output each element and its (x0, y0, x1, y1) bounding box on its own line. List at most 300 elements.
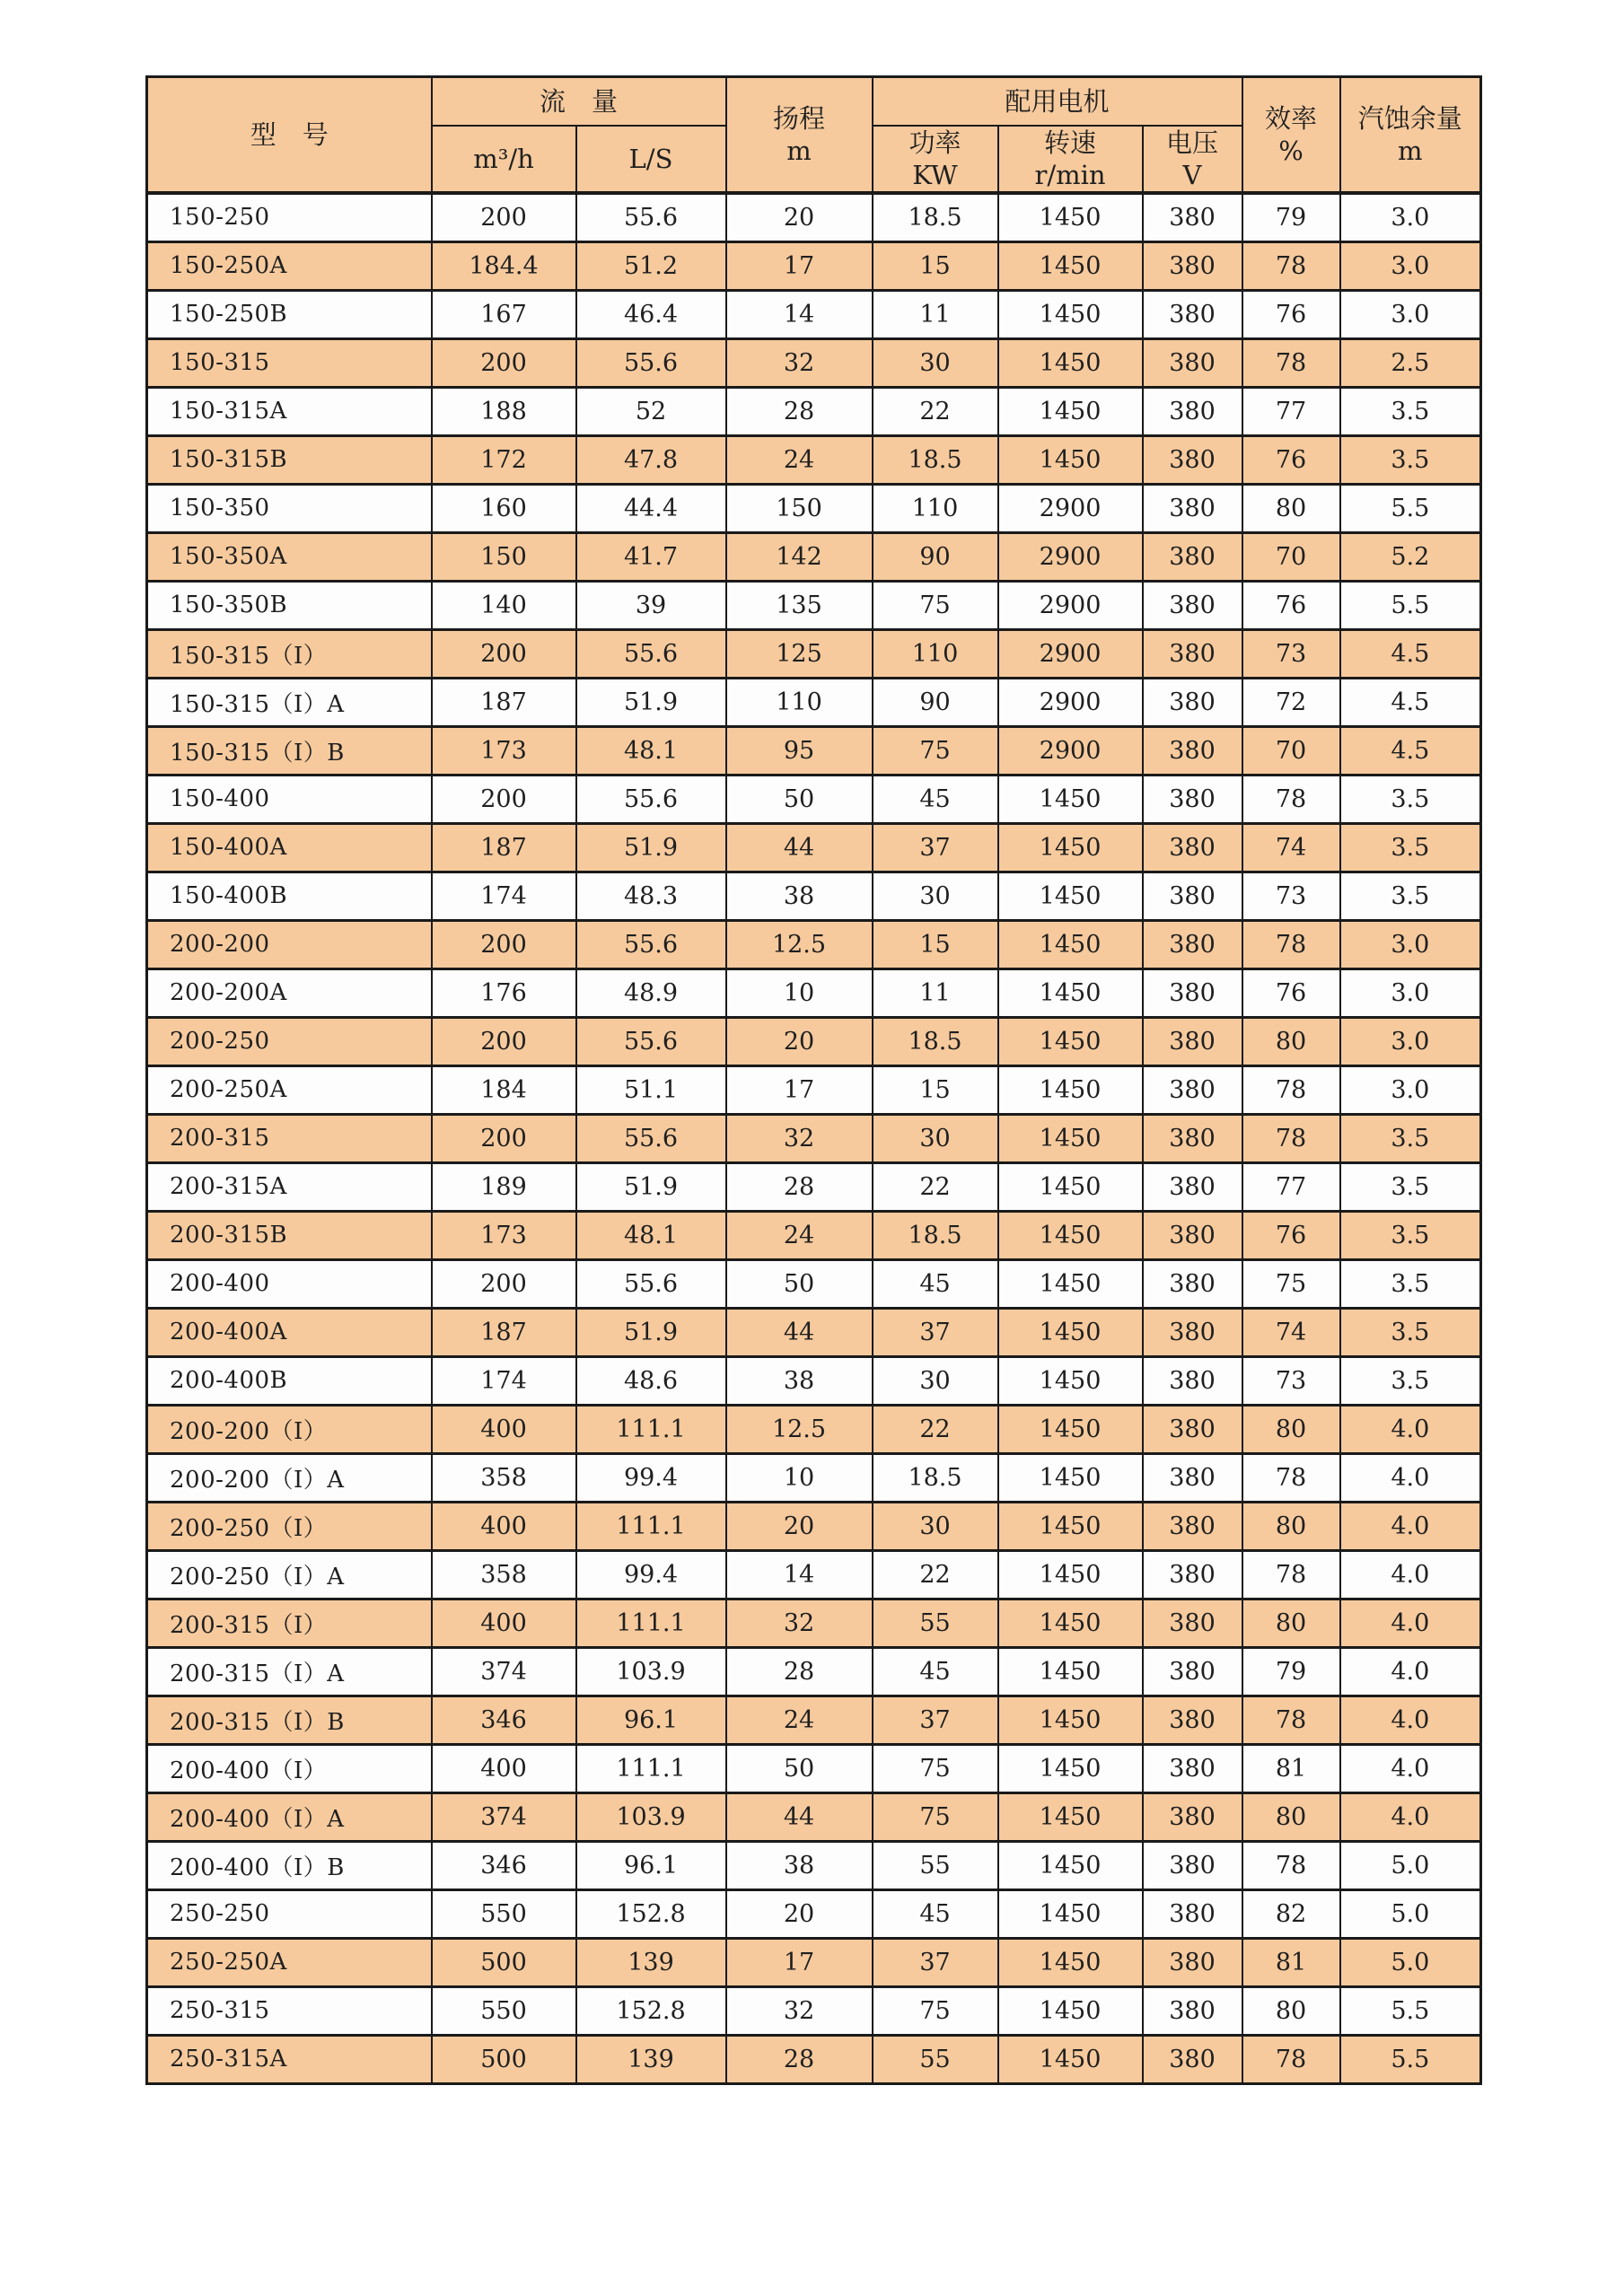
cell-m3h: 374 (432, 1792, 576, 1841)
header-efficiency-label: 效率 (1265, 102, 1318, 134)
cell-head: 32 (726, 1114, 873, 1162)
cell-model: 150-250 (147, 193, 432, 241)
cell-eff: 76 (1242, 290, 1340, 338)
cell-ls: 96.1 (576, 1696, 726, 1744)
cell-power: 22 (873, 1550, 998, 1599)
cell-voltage: 380 (1143, 241, 1242, 290)
cell-eff: 80 (1242, 1405, 1340, 1453)
cell-npsh: 3.5 (1340, 387, 1481, 435)
cell-head: 44 (726, 1308, 873, 1356)
cell-m3h: 346 (432, 1841, 576, 1889)
cell-eff: 78 (1242, 920, 1340, 968)
cell-head: 38 (726, 1356, 873, 1405)
table-row (147, 1792, 1481, 1841)
cell-eff: 72 (1242, 678, 1340, 726)
cell-m3h: 374 (432, 1647, 576, 1696)
cell-npsh: 5.0 (1340, 1841, 1481, 1889)
cell-speed: 1450 (998, 1405, 1143, 1453)
cell-voltage: 380 (1143, 920, 1242, 968)
table-row (147, 968, 1481, 1017)
cell-voltage: 380 (1143, 1453, 1242, 1502)
cell-eff: 77 (1242, 387, 1340, 435)
cell-m3h: 187 (432, 1308, 576, 1356)
cell-ls: 51.1 (576, 1065, 726, 1114)
cell-npsh: 5.0 (1340, 1889, 1481, 1938)
header-head-label: 扬程 (773, 102, 826, 134)
cell-ls: 46.4 (576, 290, 726, 338)
cell-model: 200-400（I）A (147, 1792, 432, 1841)
header-npsh (1340, 77, 1481, 194)
cell-ls: 103.9 (576, 1647, 726, 1696)
cell-ls: 51.9 (576, 823, 726, 872)
cell-power: 18.5 (873, 435, 998, 484)
cell-speed: 1450 (998, 1065, 1143, 1114)
cell-model: 150-400 (147, 775, 432, 823)
cell-npsh: 3.5 (1340, 1211, 1481, 1259)
cell-head: 20 (726, 1017, 873, 1065)
cell-ls: 48.1 (576, 1211, 726, 1259)
table-row (147, 1841, 1481, 1889)
cell-speed: 1450 (998, 1647, 1143, 1696)
cell-power: 15 (873, 241, 998, 290)
cell-voltage: 380 (1143, 1162, 1242, 1211)
cell-npsh: 2.5 (1340, 338, 1481, 387)
cell-power: 37 (873, 1938, 998, 1986)
cell-npsh: 4.5 (1340, 726, 1481, 775)
table-row (147, 1550, 1481, 1599)
cell-head: 44 (726, 1792, 873, 1841)
table-row (147, 1356, 1481, 1405)
cell-head: 12.5 (726, 920, 873, 968)
cell-power: 75 (873, 1744, 998, 1792)
cell-speed: 1450 (998, 1792, 1143, 1841)
cell-speed: 2900 (998, 678, 1143, 726)
cell-power: 75 (873, 726, 998, 775)
cell-speed: 1450 (998, 1259, 1143, 1308)
cell-speed: 1450 (998, 1986, 1143, 2035)
cell-power: 15 (873, 920, 998, 968)
cell-m3h: 358 (432, 1550, 576, 1599)
cell-voltage: 380 (1143, 581, 1242, 629)
cell-head: 110 (726, 678, 873, 726)
table-row (147, 1114, 1481, 1162)
cell-power: 30 (873, 1114, 998, 1162)
table-row (147, 193, 1481, 241)
cell-power: 22 (873, 387, 998, 435)
cell-eff: 81 (1242, 1938, 1340, 1986)
cell-npsh: 3.0 (1340, 290, 1481, 338)
cell-voltage: 380 (1143, 1647, 1242, 1696)
table-row (147, 581, 1481, 629)
header-flow-group: 流 量 (432, 77, 726, 126)
cell-power: 30 (873, 1502, 998, 1550)
cell-model: 150-400B (147, 872, 432, 920)
header-power (873, 126, 998, 194)
cell-voltage: 380 (1143, 387, 1242, 435)
cell-voltage: 380 (1143, 1744, 1242, 1792)
cell-power: 37 (873, 823, 998, 872)
cell-speed: 1450 (998, 1502, 1143, 1550)
cell-voltage: 380 (1143, 968, 1242, 1017)
cell-head: 28 (726, 2035, 873, 2083)
cell-power: 90 (873, 678, 998, 726)
cell-power: 110 (873, 629, 998, 678)
header-speed-unit: r/min (1034, 159, 1106, 190)
cell-m3h: 200 (432, 775, 576, 823)
cell-voltage: 380 (1143, 290, 1242, 338)
cell-speed: 1450 (998, 1114, 1143, 1162)
cell-m3h: 200 (432, 1017, 576, 1065)
table-row (147, 1453, 1481, 1502)
cell-voltage: 380 (1143, 338, 1242, 387)
cell-power: 55 (873, 1841, 998, 1889)
cell-voltage: 380 (1143, 1308, 1242, 1356)
table-row (147, 1259, 1481, 1308)
cell-power: 15 (873, 1065, 998, 1114)
cell-ls: 39 (576, 581, 726, 629)
cell-npsh: 3.0 (1340, 1065, 1481, 1114)
cell-power: 37 (873, 1696, 998, 1744)
cell-ls: 51.9 (576, 678, 726, 726)
cell-speed: 1450 (998, 775, 1143, 823)
cell-eff: 78 (1242, 1065, 1340, 1114)
cell-voltage: 380 (1143, 1405, 1242, 1453)
cell-eff: 78 (1242, 2035, 1340, 2083)
cell-head: 32 (726, 1599, 873, 1647)
table-row (147, 1744, 1481, 1792)
cell-m3h: 140 (432, 581, 576, 629)
cell-eff: 78 (1242, 775, 1340, 823)
table-row (147, 387, 1481, 435)
cell-m3h: 400 (432, 1744, 576, 1792)
cell-speed: 1450 (998, 1599, 1143, 1647)
cell-ls: 111.1 (576, 1502, 726, 1550)
cell-npsh: 5.2 (1340, 532, 1481, 581)
cell-speed: 1450 (998, 1308, 1143, 1356)
cell-head: 20 (726, 1889, 873, 1938)
table-row (147, 532, 1481, 581)
cell-ls: 111.1 (576, 1599, 726, 1647)
cell-eff: 75 (1242, 1259, 1340, 1308)
cell-voltage: 380 (1143, 1889, 1242, 1938)
cell-model: 200-315A (147, 1162, 432, 1211)
cell-head: 20 (726, 1502, 873, 1550)
table-row (147, 290, 1481, 338)
cell-power: 45 (873, 1259, 998, 1308)
cell-model: 250-315 (147, 1986, 432, 2035)
cell-voltage: 380 (1143, 1356, 1242, 1405)
cell-head: 10 (726, 1453, 873, 1502)
cell-power: 45 (873, 1647, 998, 1696)
cell-power: 110 (873, 484, 998, 532)
header-power-label: 功率 (909, 127, 961, 158)
cell-eff: 76 (1242, 968, 1340, 1017)
cell-power: 22 (873, 1162, 998, 1211)
cell-ls: 55.6 (576, 1114, 726, 1162)
cell-npsh: 4.0 (1340, 1792, 1481, 1841)
cell-model: 150-315（I）B (147, 726, 432, 775)
cell-voltage: 380 (1143, 1841, 1242, 1889)
cell-model: 150-350 (147, 484, 432, 532)
table-row (147, 1986, 1481, 2035)
cell-model: 150-315B (147, 435, 432, 484)
cell-head: 95 (726, 726, 873, 775)
cell-head: 17 (726, 1938, 873, 1986)
cell-eff: 76 (1242, 1211, 1340, 1259)
cell-model: 200-315（I）B (147, 1696, 432, 1744)
cell-head: 10 (726, 968, 873, 1017)
cell-eff: 78 (1242, 1841, 1340, 1889)
cell-npsh: 4.0 (1340, 1599, 1481, 1647)
cell-head: 125 (726, 629, 873, 678)
cell-model: 200-250（I）A (147, 1550, 432, 1599)
cell-voltage: 380 (1143, 1114, 1242, 1162)
cell-eff: 76 (1242, 435, 1340, 484)
table-row (147, 823, 1481, 872)
cell-voltage: 380 (1143, 872, 1242, 920)
cell-model: 200-315（I） (147, 1599, 432, 1647)
cell-m3h: 150 (432, 532, 576, 581)
cell-npsh: 5.5 (1340, 484, 1481, 532)
cell-speed: 2900 (998, 484, 1143, 532)
header-efficiency-unit: % (1278, 136, 1304, 166)
cell-ls: 51.9 (576, 1308, 726, 1356)
cell-npsh: 5.5 (1340, 1986, 1481, 2035)
cell-speed: 2900 (998, 581, 1143, 629)
header-flow-ls: L/S (576, 126, 726, 194)
cell-ls: 99.4 (576, 1453, 726, 1502)
cell-model: 150-250A (147, 241, 432, 290)
cell-eff: 74 (1242, 1308, 1340, 1356)
table-row (147, 241, 1481, 290)
cell-model: 150-400A (147, 823, 432, 872)
cell-model: 250-250A (147, 1938, 432, 1986)
cell-ls: 111.1 (576, 1744, 726, 1792)
cell-head: 32 (726, 338, 873, 387)
cell-npsh: 3.0 (1340, 241, 1481, 290)
cell-eff: 78 (1242, 241, 1340, 290)
cell-eff: 77 (1242, 1162, 1340, 1211)
cell-ls: 139 (576, 2035, 726, 2083)
table-row (147, 872, 1481, 920)
cell-eff: 78 (1242, 1453, 1340, 1502)
cell-power: 18.5 (873, 1017, 998, 1065)
cell-eff: 74 (1242, 823, 1340, 872)
cell-speed: 1450 (998, 193, 1143, 241)
cell-speed: 1450 (998, 1938, 1143, 1986)
cell-m3h: 187 (432, 823, 576, 872)
cell-head: 32 (726, 1986, 873, 2035)
cell-m3h: 358 (432, 1453, 576, 1502)
cell-eff: 80 (1242, 1792, 1340, 1841)
cell-speed: 1450 (998, 290, 1143, 338)
cell-npsh: 4.0 (1340, 1502, 1481, 1550)
cell-speed: 1450 (998, 1017, 1143, 1065)
cell-power: 45 (873, 1889, 998, 1938)
header-motor-group: 配用电机 (873, 77, 1242, 126)
cell-model: 150-350B (147, 581, 432, 629)
cell-ls: 55.6 (576, 338, 726, 387)
cell-m3h: 400 (432, 1502, 576, 1550)
cell-model: 200-200 (147, 920, 432, 968)
cell-npsh: 4.0 (1340, 1744, 1481, 1792)
table-row (147, 775, 1481, 823)
cell-speed: 1450 (998, 1453, 1143, 1502)
table-row (147, 2035, 1481, 2083)
cell-npsh: 3.5 (1340, 775, 1481, 823)
cell-m3h: 200 (432, 338, 576, 387)
cell-m3h: 200 (432, 629, 576, 678)
cell-voltage: 380 (1143, 1017, 1242, 1065)
cell-power: 22 (873, 1405, 998, 1453)
cell-power: 18.5 (873, 1453, 998, 1502)
cell-speed: 2900 (998, 629, 1143, 678)
cell-power: 55 (873, 1599, 998, 1647)
pump-spec-table (145, 75, 1482, 2085)
cell-eff: 80 (1242, 1502, 1340, 1550)
cell-m3h: 550 (432, 1986, 576, 2035)
cell-model: 200-400B (147, 1356, 432, 1405)
cell-voltage: 380 (1143, 484, 1242, 532)
table-row (147, 726, 1481, 775)
table-row (147, 1065, 1481, 1114)
cell-head: 142 (726, 532, 873, 581)
cell-ls: 99.4 (576, 1550, 726, 1599)
cell-npsh: 5.5 (1340, 581, 1481, 629)
cell-speed: 1450 (998, 1696, 1143, 1744)
cell-head: 135 (726, 581, 873, 629)
table-row (147, 1889, 1481, 1938)
cell-eff: 70 (1242, 726, 1340, 775)
cell-power: 75 (873, 1986, 998, 2035)
cell-speed: 1450 (998, 435, 1143, 484)
header-npsh-unit: m (1398, 136, 1423, 166)
cell-eff: 78 (1242, 1696, 1340, 1744)
cell-m3h: 400 (432, 1405, 576, 1453)
cell-speed: 1450 (998, 1162, 1143, 1211)
cell-head: 38 (726, 1841, 873, 1889)
cell-m3h: 200 (432, 1259, 576, 1308)
cell-model: 200-400（I） (147, 1744, 432, 1792)
cell-m3h: 173 (432, 1211, 576, 1259)
cell-voltage: 380 (1143, 1211, 1242, 1259)
cell-voltage: 380 (1143, 2035, 1242, 2083)
cell-npsh: 4.0 (1340, 1453, 1481, 1502)
cell-voltage: 380 (1143, 1696, 1242, 1744)
cell-speed: 1450 (998, 1356, 1143, 1405)
header-power-unit: KW (912, 159, 958, 190)
cell-model: 150-315 (147, 338, 432, 387)
cell-npsh: 3.0 (1340, 193, 1481, 241)
cell-head: 17 (726, 1065, 873, 1114)
cell-voltage: 380 (1143, 775, 1242, 823)
cell-eff: 73 (1242, 629, 1340, 678)
cell-ls: 48.9 (576, 968, 726, 1017)
cell-voltage: 380 (1143, 629, 1242, 678)
cell-m3h: 184.4 (432, 241, 576, 290)
header-npsh-label: 汽蚀余量 (1357, 102, 1462, 134)
cell-npsh: 3.5 (1340, 823, 1481, 872)
cell-model: 200-250（I） (147, 1502, 432, 1550)
cell-model: 200-315B (147, 1211, 432, 1259)
cell-ls: 48.3 (576, 872, 726, 920)
cell-head: 12.5 (726, 1405, 873, 1453)
cell-power: 30 (873, 872, 998, 920)
cell-power: 75 (873, 581, 998, 629)
cell-npsh: 3.5 (1340, 1259, 1481, 1308)
cell-model: 200-400（I）B (147, 1841, 432, 1889)
cell-m3h: 174 (432, 872, 576, 920)
cell-model: 150-315A (147, 387, 432, 435)
cell-head: 20 (726, 193, 873, 241)
cell-speed: 1450 (998, 872, 1143, 920)
cell-m3h: 346 (432, 1696, 576, 1744)
cell-ls: 55.6 (576, 1259, 726, 1308)
cell-eff: 76 (1242, 581, 1340, 629)
cell-speed: 1450 (998, 920, 1143, 968)
cell-model: 200-315（I）A (147, 1647, 432, 1696)
cell-head: 14 (726, 1550, 873, 1599)
cell-eff: 82 (1242, 1889, 1340, 1938)
table-row (147, 678, 1481, 726)
table-row (147, 1938, 1481, 1986)
cell-npsh: 3.0 (1340, 920, 1481, 968)
cell-eff: 73 (1242, 872, 1340, 920)
cell-eff: 78 (1242, 1114, 1340, 1162)
cell-head: 44 (726, 823, 873, 872)
cell-ls: 152.8 (576, 1986, 726, 2035)
table-row (147, 484, 1481, 532)
cell-head: 28 (726, 1647, 873, 1696)
cell-ls: 111.1 (576, 1405, 726, 1453)
cell-speed: 1450 (998, 387, 1143, 435)
cell-voltage: 380 (1143, 1065, 1242, 1114)
table-row (147, 1162, 1481, 1211)
cell-npsh: 4.0 (1340, 1696, 1481, 1744)
cell-m3h: 200 (432, 920, 576, 968)
cell-ls: 152.8 (576, 1889, 726, 1938)
header-flow-m3h: m³/h (432, 126, 576, 194)
cell-eff: 78 (1242, 1550, 1340, 1599)
cell-voltage: 380 (1143, 1550, 1242, 1599)
cell-model: 150-315（I） (147, 629, 432, 678)
cell-ls: 55.6 (576, 920, 726, 968)
cell-npsh: 3.5 (1340, 1308, 1481, 1356)
cell-head: 24 (726, 1211, 873, 1259)
cell-power: 75 (873, 1792, 998, 1841)
cell-ls: 41.7 (576, 532, 726, 581)
cell-ls: 96.1 (576, 1841, 726, 1889)
header-voltage-unit: V (1182, 159, 1202, 190)
cell-ls: 51.9 (576, 1162, 726, 1211)
cell-head: 150 (726, 484, 873, 532)
cell-head: 50 (726, 775, 873, 823)
cell-head: 17 (726, 241, 873, 290)
cell-m3h: 172 (432, 435, 576, 484)
cell-npsh: 5.0 (1340, 1938, 1481, 1986)
cell-power: 11 (873, 968, 998, 1017)
cell-power: 45 (873, 775, 998, 823)
cell-power: 30 (873, 338, 998, 387)
cell-m3h: 188 (432, 387, 576, 435)
cell-voltage: 380 (1143, 1502, 1242, 1550)
cell-voltage: 380 (1143, 532, 1242, 581)
cell-eff: 78 (1242, 338, 1340, 387)
cell-voltage: 380 (1143, 1938, 1242, 1986)
cell-speed: 1450 (998, 241, 1143, 290)
cell-speed: 1450 (998, 1211, 1143, 1259)
cell-speed: 1450 (998, 823, 1143, 872)
